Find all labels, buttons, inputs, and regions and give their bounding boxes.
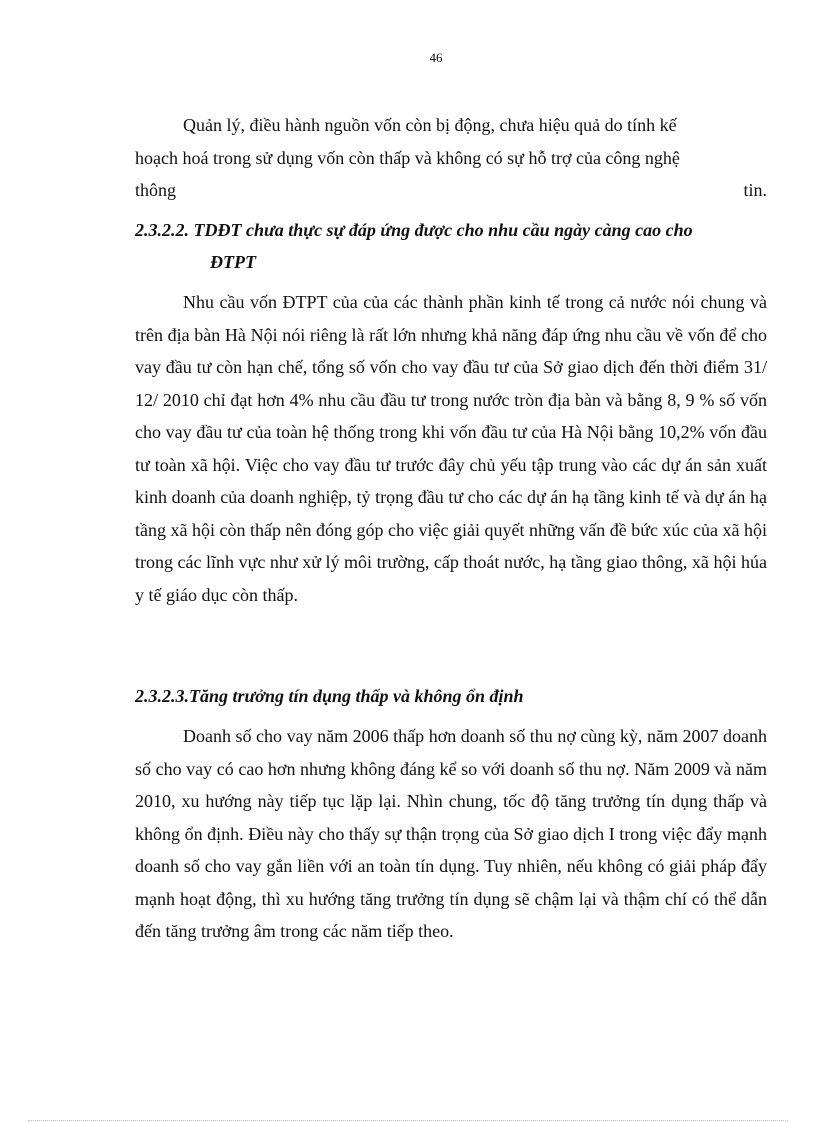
- paragraph-2: [135, 286, 767, 611]
- paragraph-1-line-3-left: thông: [135, 180, 177, 200]
- paragraph-3-text: Doanh số cho vay năm 2006 thấp hơn doanh số thu nợ cùng kỳ, năm 2007 doanh số cho vay có cao hơn nhưng không đáng kể so với doanh số thu nợ. Năm 2009 và năm 2010, xu hướng này tiếp tục lặp lại. Nhìn chung, tốc độ tăng trưởng tín dụng thấp và không ổn định. Điều này cho thấy sự thận trọng của Sở giao dịch I trong việc đẩy mạnh doanh số cho vay gắn liền với an toàn tín dụng. Tuy nhiên, nếu không có giải pháp đẩy mạnh hoạt động, thì xu hướng tăng trưởng tín dụng sẽ chậm lại và thậm chí có thể dẫn đến tăng trưởng âm trong các năm tiếp theo.: [135, 726, 767, 941]
- paragraph-2-text: Nhu cầu vốn ĐTPT của của các thành phần kinh tế trong cả nước nói chung và trên địa bàn Hà Nội nói riêng là rất lớn nhưng khả năng đáp ứng nhu cầu về vốn để cho vay đầu tư còn hạn chế, tổng số vốn cho vay đầu tư của Sở giao dịch đến thời điểm 31/ 12/ 2010 chỉ đạt hơn 4% nhu cầu đầu tư trong nước tròn địa bàn và bằng 8, 9 % số vốn cho vay đầu tư của toàn hệ thống trong khi vốn đầu tư của Hà Nội bằng 10,2% vốn đầu tư toàn xã hội. Việc cho vay đầu tư trước đây chủ yếu tập trung vào các dự án sản xuất kinh doanh của doanh nghiệp, tỷ trọng đầu tư cho các dự án hạ tầng kinh tế và dự án hạ tầng xã hội còn thấp nên đóng góp cho việc giải quyết những vấn đề bức xúc của xã hội trong các lĩnh vực như xử lý môi trường, cấp thoát nước, hạ tầng giao thông, xã hội húa y tế giáo dục còn thấp.: [135, 292, 767, 605]
- paragraph-3: [135, 720, 767, 948]
- heading-1-line-2: ĐTPT: [210, 252, 256, 272]
- paragraph-1-line-2: hoạch hoá trong sử dụng vốn còn thấp và không có sự hỗ trợ của công nghệ: [135, 147, 680, 168]
- paragraph-1-line-1: Quản lý, điều hành nguồn vốn còn bị động, chưa hiệu quả do tính kế: [183, 115, 677, 135]
- paragraph-1-line-3-right: tin.: [743, 180, 767, 200]
- page-number: 46: [429, 50, 443, 65]
- paragraph-1: [135, 109, 767, 207]
- page-bottom-border: [28, 1120, 788, 1121]
- section-heading-2-3-2-3: [135, 680, 767, 712]
- heading-1-line-1: 2.3.2.2. TDĐT chưa thực sự đáp ứng được cho nhu cầu ngày càng cao cho: [135, 220, 693, 240]
- section-heading-2-3-2-2: [135, 214, 767, 278]
- heading-2-text: 2.3.2.3.Tăng trưởng tín dụng thấp và không ổn định: [135, 686, 524, 706]
